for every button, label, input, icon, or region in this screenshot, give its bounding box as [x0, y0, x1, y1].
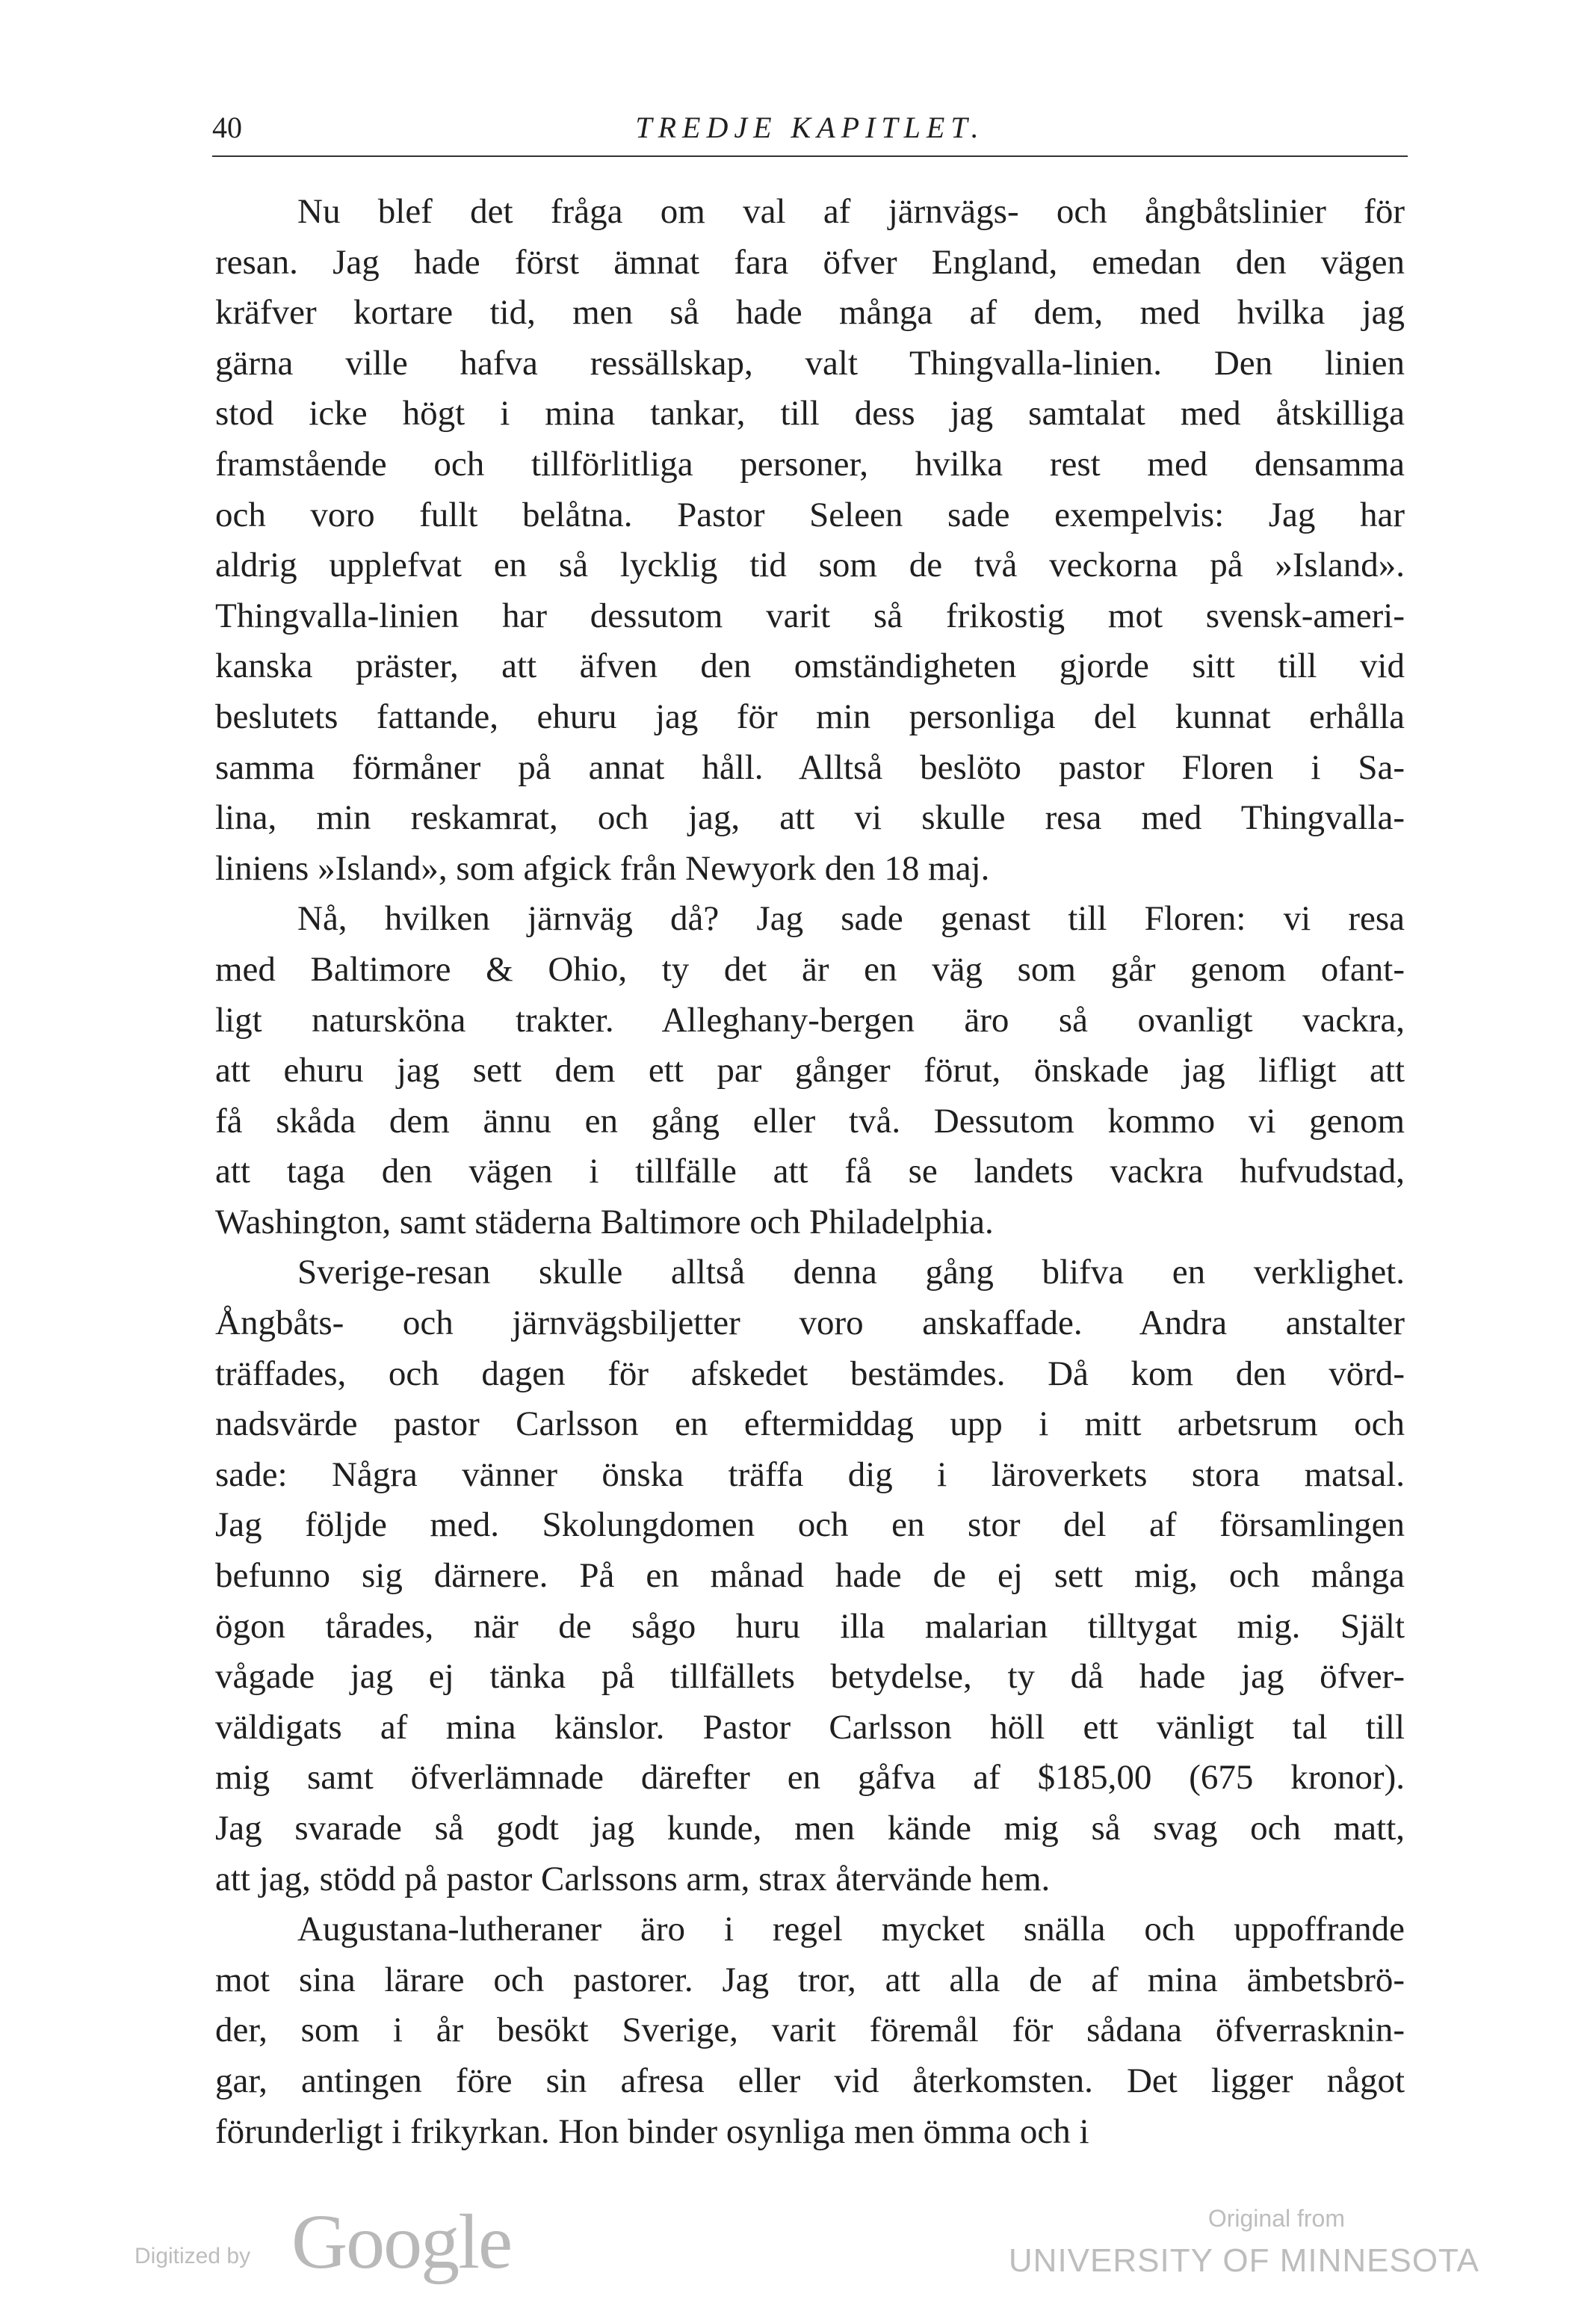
- university-label: UNIVERSITY OF MINNESOTA: [1008, 2242, 1479, 2279]
- digitized-by-watermark: [134, 2197, 658, 2287]
- page-number: 40: [212, 111, 242, 144]
- text-line: Nå, hvilken järnväg då? Jag sade genast till Floren: vi resa: [297, 899, 1405, 939]
- text-line: aldrig upplefvat en så lycklig tid som de två veckorna på »Island».: [215, 546, 1405, 585]
- body-text: [215, 187, 1405, 2157]
- text-line: gar, antingen före sin afresa eller vid återkomsten. Det ligger något: [215, 2061, 1405, 2100]
- text-line: sade: Några vänner önska träffa dig i läroverkets stora matsal.: [215, 1454, 1405, 1494]
- text-line: beslutets fattande, ehuru jag för min personliga del kunnat erhålla: [215, 697, 1405, 736]
- text-line: liniens »Island», som afgick från Newyork den 18 maj.: [215, 848, 990, 888]
- text-line: ligt natursköna trakter. Alleghany-bergen äro så ovanligt vackra,: [215, 1000, 1405, 1040]
- text-line: träffades, och dagen för afskedet bestämdes. Då kom den vörd-: [215, 1354, 1405, 1393]
- text-line: gärna ville hafva ressällskap, valt Thingvalla-linien. Den linien: [215, 343, 1405, 383]
- text-line: förunderligt i frikyrkan. Hon binder osynliga men ömma och i: [215, 2111, 1089, 2151]
- text-line: mig samt öfverlämnade därefter en gåfva af $185,00 (675 kronor).: [215, 1758, 1405, 1798]
- running-title: TREDJE KAPITLET.: [635, 111, 985, 144]
- header-rule: [212, 155, 1408, 157]
- text-line: nadsvärde pastor Carlsson en eftermiddag upp i mitt arbetsrum och: [215, 1404, 1405, 1444]
- text-line: der, som i år besökt Sverige, varit föremål för sådana öfverrasknin-: [215, 2011, 1405, 2050]
- text-line: ögon tårades, när de sågo huru illa malarian tilltygat mig. Själt: [215, 1606, 1405, 1646]
- text-line: framstående och tillförlitliga personer, hvilka rest med densamma: [215, 444, 1405, 484]
- text-line: Jag följde med. Skolungdomen och en stor del af församlingen: [215, 1505, 1405, 1545]
- text-line: att jag, stödd på pastor Carlssons arm, strax återvände hem.: [215, 1859, 1051, 1898]
- text-line: Ångbåts- och järnvägsbiljetter voro anskaffade. Andra anstalter: [215, 1304, 1405, 1343]
- text-line: Augustana-lutheraner äro i regel mycket snälla och uppoffrande: [297, 1910, 1405, 1949]
- text-line: vågade jag ej tänka på tillfällets betydelse, ty då hade jag öfver-: [215, 1657, 1405, 1697]
- text-line: lina, min reskamrat, och jag, att vi skulle resa med Thingvalla-: [215, 798, 1405, 838]
- text-line: Nu blef det fråga om val af järnvägs- och ångbåtslinier för: [297, 192, 1405, 231]
- text-line: Washington, samt städerna Baltimore och Philadelphia.: [215, 1202, 994, 1241]
- text-line: Jag svarade så godt jag kunde, men kände mig så svag och matt,: [215, 1809, 1405, 1848]
- text-line: Thingvalla-linien har dessutom varit så frikostig mot svensk-ameri-: [215, 596, 1405, 635]
- page-header: [212, 109, 1408, 154]
- text-line: få skåda dem ännu en gång eller två. Dessutom kommo vi genom: [215, 1101, 1405, 1141]
- text-line: och voro fullt belåtna. Pastor Seleen sade exempelvis: Jag har: [215, 495, 1405, 534]
- text-line: kanska präster, att äfven den omständigheten gjorde sitt till vid: [215, 647, 1405, 686]
- digitized-by-label: Digitized by: [134, 2244, 251, 2268]
- text-line: samma förmåner på annat håll. Alltså beslöto pastor Floren i Sa-: [215, 747, 1405, 787]
- text-line: att ehuru jag sett dem ett par gånger förut, önskade jag lifligt att: [215, 1051, 1405, 1090]
- google-logo: Google: [291, 2199, 512, 2285]
- text-line: att taga den vägen i tillfälle att få se landets vackra hufvudstad,: [215, 1152, 1405, 1191]
- text-line: med Baltimore & Ohio, ty det är en väg som går genom ofant-: [215, 949, 1405, 989]
- original-from-label: Original from: [1207, 2205, 1345, 2232]
- text-line: befunno sig därnere. På en månad hade de ej sett mig, och många: [215, 1556, 1405, 1596]
- text-line: Sverige-resan skulle alltså denna gång blifva en verklighet.: [297, 1253, 1405, 1292]
- text-line: resan. Jag hade först ämnat fara öfver England, emedan den vägen: [215, 242, 1405, 282]
- original-from-watermark: [971, 2205, 1494, 2295]
- text-line: stod icke högt i mina tankar, till dess jag samtalat med åtskilliga: [215, 394, 1405, 434]
- text-line: kräfver kortare tid, men så hade många af dem, med hvilka jag: [215, 293, 1405, 333]
- text-line: väldigats af mina känslor. Pastor Carlsson höll ett vänligt tal till: [215, 1707, 1405, 1747]
- text-line: mot sina lärare och pastorer. Jag tror, att alla de af mina ämbetsbrö-: [215, 1960, 1405, 1999]
